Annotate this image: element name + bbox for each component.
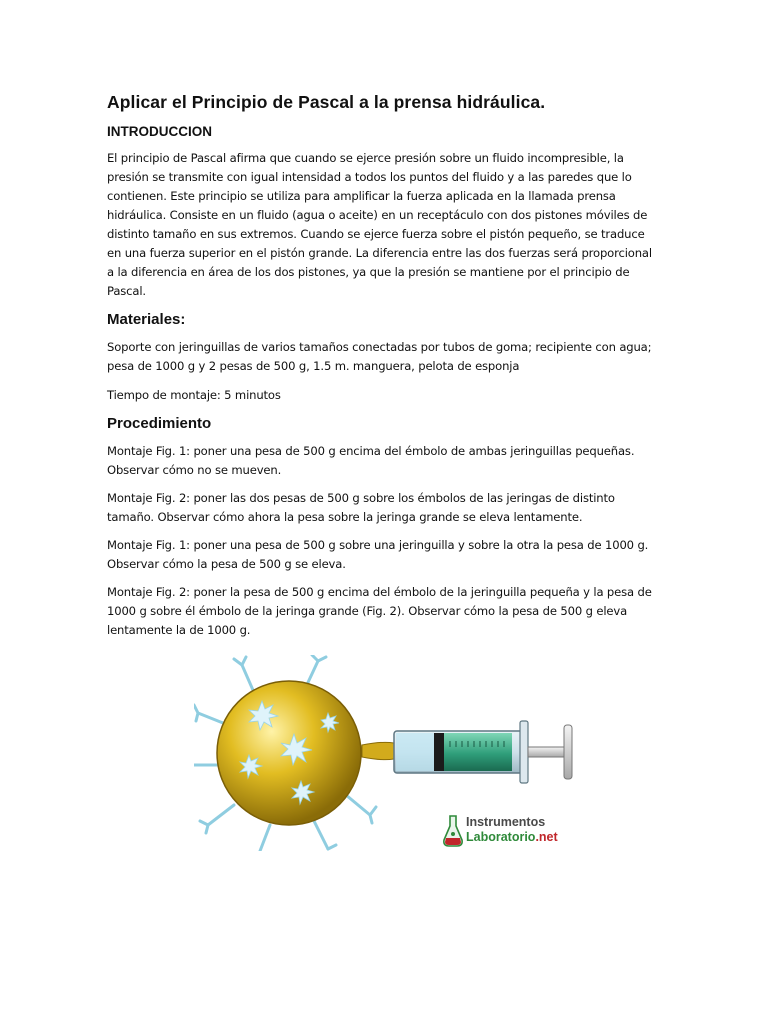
setup-time: Tiempo de montaje: 5 minutos (107, 388, 281, 402)
logo-text-line1: Instrumentos (466, 815, 546, 829)
ball-nozzle (362, 742, 394, 759)
plunger-thumb-rest (564, 725, 572, 779)
syringe-liquid (444, 733, 512, 771)
syringe-piston (434, 733, 444, 771)
procedure-step: Montaje Fig. 2: poner la pesa de 500 g encima del émbolo de la jeringuilla pequeña y la pesa de 1000 g sobre él émbolo de la jeringa grande (Fig. 2). Observar cómo la pesa de 500 g eleva lentamente la de 1000 g. (107, 585, 652, 637)
document-page (107, 92, 659, 649)
procedure-step: Montaje Fig. 1: poner una pesa de 500 g encima del émbolo de ambas jeringuillas pequeñas. Observar cómo no se mueven. (107, 444, 635, 477)
syringe-water (396, 733, 434, 771)
materials-heading: Materiales: (107, 311, 186, 328)
instrumentos-laboratorio-logo (442, 810, 572, 850)
flask-icon (442, 814, 464, 848)
intro-heading: INTRODUCCION (107, 124, 212, 139)
document-title: Aplicar el Principio de Pascal a la prensa hidráulica. (107, 92, 546, 112)
materials-paragraph: Soporte con jeringuillas de varios tamaños conectadas por tubos de goma; recipiente con agua; pesa de 1000 g y 2 pesas de 500 g, 1.5 m. manguera, pelota de esponja (107, 340, 652, 373)
logo-text-suffix: .net (535, 830, 558, 844)
procedure-step: Montaje Fig. 2: poner las dos pesas de 500 g sobre los émbolos de las jeringas de distinto tamaño. Observar cómo ahora la pesa sobre la jeringa grande se eleva lentamente. (107, 491, 615, 524)
syringe-flange (520, 721, 528, 783)
logo-text-line2 (466, 830, 558, 844)
logo-text-main: Laboratorio (466, 830, 536, 844)
procedure-heading: Procedimiento (107, 415, 212, 432)
intro-paragraph: El principio de Pascal afirma que cuando se ejerce presión sobre un fluido incompresible, la presión se transmite con igual intensidad a todos los puntos del fluido y a las paredes que lo contienen. Este principio se utiliza para amplificar la fuerza aplicada en la llamada prensa hidráulica. Consiste en un fluido (agua o aceite) en un receptáculo con dos pistones móviles de distinto tamaño en sus extremos. Cuando se ejerce fuerza sobre el pistón pequeño, se traduce en una fuerza superior en el pistón grande. La diferencia entre las dos fuerzas será proporcional a la diferencia en área de los dos pistones, ya que la presión se mantiene por el principio de Pascal. (107, 151, 652, 298)
plunger-rod (528, 747, 566, 757)
procedure-step: Montaje Fig. 1: poner una pesa de 500 g sobre una jeringuilla y sobre la otra la pesa de 1000 g. Observar cómo la pesa de 500 g se eleva. (107, 538, 649, 571)
